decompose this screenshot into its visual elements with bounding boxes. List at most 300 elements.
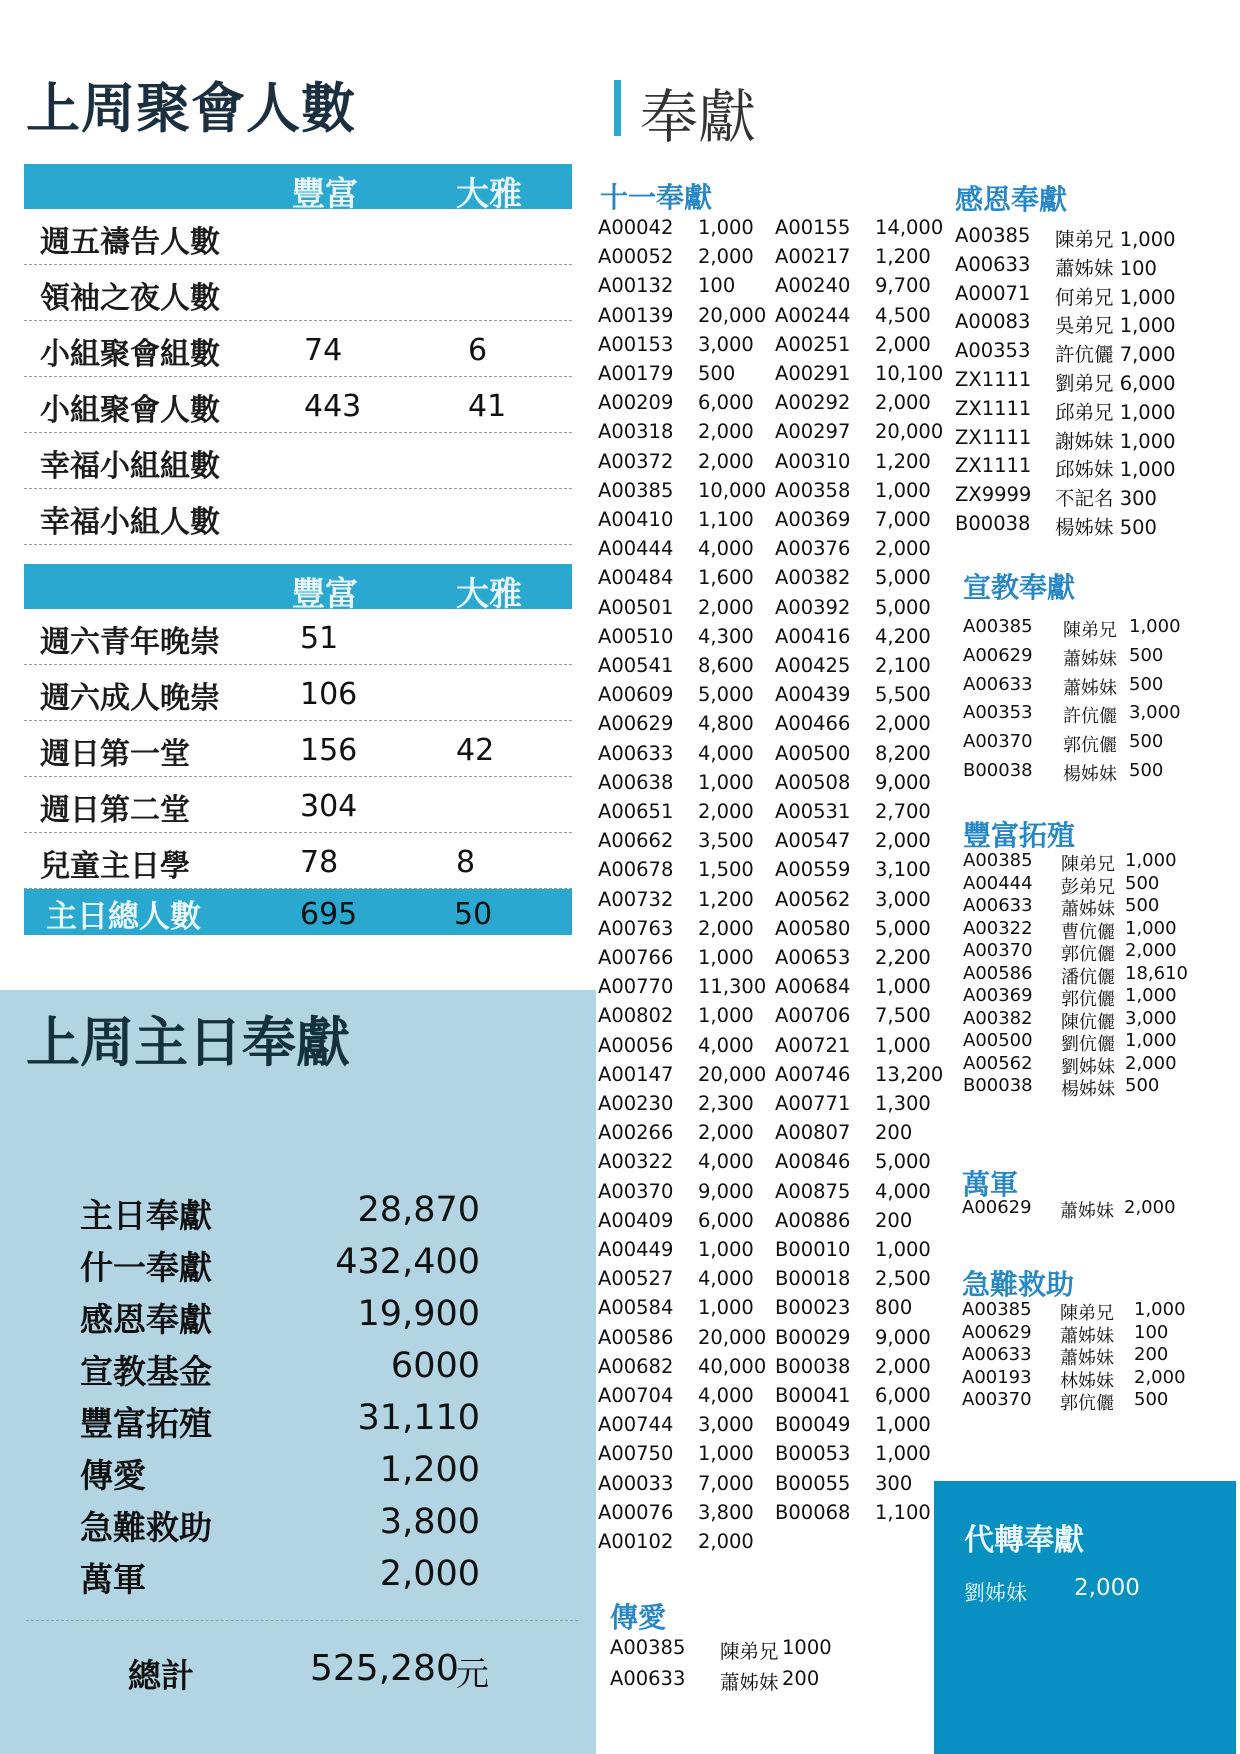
donor-id: A00750 xyxy=(598,1442,674,1466)
thanks-heading: 感恩奉獻 xyxy=(955,183,1068,216)
value-fengfu: 156 xyxy=(300,733,358,768)
donor-id: A00633 xyxy=(610,1667,686,1690)
donor-name: 林姊妹 xyxy=(1060,1370,1114,1392)
amount: 8,200 xyxy=(875,741,931,765)
amount: 20,000 xyxy=(698,1325,767,1349)
donor-name: 楊姊妹 xyxy=(1061,1079,1115,1100)
donor-id: A00653 xyxy=(775,946,851,969)
offering-amount: 28,870 xyxy=(357,1190,480,1230)
donor-id: A00500 xyxy=(963,1030,1033,1051)
offering-summary-row xyxy=(80,1294,480,1344)
donor-id: ZX1111 xyxy=(955,368,1032,391)
amount: 2,000 xyxy=(698,449,754,473)
amount: 4,500 xyxy=(875,303,931,327)
donor-id: A00372 xyxy=(598,449,674,473)
amount: 何弟兄 1,000 xyxy=(1055,285,1176,309)
donor-id: A00322 xyxy=(598,1150,674,1174)
donor-id: A00763 xyxy=(598,916,674,940)
amount: 3,800 xyxy=(698,1500,754,1524)
amount: 13,200 xyxy=(875,1062,944,1086)
row-label: 小組聚會組數 xyxy=(40,337,220,372)
donor-id: A00033 xyxy=(598,1471,674,1495)
donor-id: ZX9999 xyxy=(955,483,1032,507)
amount: 2,000 xyxy=(698,800,754,823)
value-daya: 42 xyxy=(456,733,495,768)
donor-id: A00147 xyxy=(598,1062,674,1086)
donor-id: A00370 xyxy=(963,940,1033,961)
total-fengfu: 695 xyxy=(300,897,358,932)
amount: 5,000 xyxy=(875,566,931,590)
donor-id: A00633 xyxy=(963,895,1033,916)
donor-id: A00562 xyxy=(775,887,851,911)
amount: 200 xyxy=(875,1121,913,1145)
row-label: 週日第一堂 xyxy=(40,737,190,772)
amount: 3,100 xyxy=(875,858,931,882)
donor-name: 郭伉儷 xyxy=(1063,735,1117,757)
donor-id: A00766 xyxy=(598,946,674,969)
donor-id: A00586 xyxy=(963,962,1033,984)
amount: 1,000 xyxy=(1125,985,1177,1006)
amount: 4,000 xyxy=(698,1267,754,1291)
donor-name: 陳弟兄 xyxy=(720,1640,779,1663)
amount: 5,000 xyxy=(875,916,931,940)
amount: 2,000 xyxy=(875,1354,931,1378)
donor-id: A00376 xyxy=(775,537,851,561)
grand-total-unit: 元 xyxy=(456,1654,489,1693)
attendance-header-2 xyxy=(24,564,572,613)
donor-id: A00629 xyxy=(962,1197,1032,1218)
amount: 1,500 xyxy=(698,858,754,882)
donor-id: A00083 xyxy=(955,310,1031,334)
donor-id: A00638 xyxy=(598,770,674,794)
amount: 1,000 xyxy=(1129,616,1181,637)
offering-amount: 31,110 xyxy=(357,1398,480,1438)
donor-id: A00802 xyxy=(598,1004,674,1028)
amount: 4,000 xyxy=(698,537,754,561)
amount: 500 xyxy=(1125,895,1160,916)
donor-id: A00353 xyxy=(963,702,1033,724)
value-fengfu: 78 xyxy=(300,845,339,880)
donor-id: A00584 xyxy=(598,1296,674,1320)
amount: 500 xyxy=(1129,673,1164,695)
amount: 1,000 xyxy=(875,1238,931,1261)
donor-id: A00385 xyxy=(962,1299,1032,1320)
donor-id: A00385 xyxy=(598,478,674,502)
donor-id: A00297 xyxy=(775,420,851,444)
value-fengfu: 51 xyxy=(300,621,339,656)
donor-id: B00049 xyxy=(775,1413,851,1437)
donor-name: 蕭姊妹 xyxy=(1063,677,1117,699)
donor-id: A00385 xyxy=(963,616,1033,637)
donor-id: B00038 xyxy=(775,1354,851,1378)
amount: 1,000 xyxy=(698,1442,754,1466)
donor-id: A00704 xyxy=(598,1384,674,1407)
donor-id: A00193 xyxy=(962,1366,1032,1388)
attendance-row xyxy=(24,721,572,777)
donor-id: A00531 xyxy=(775,800,851,823)
donor-id: B00041 xyxy=(775,1384,851,1407)
offering-amount: 2,000 xyxy=(379,1554,480,1594)
donor-id: A00439 xyxy=(775,683,851,707)
amount: 500 xyxy=(1134,1389,1169,1410)
amount: 10,000 xyxy=(698,478,767,502)
amount: 9,700 xyxy=(875,274,931,298)
donor-id: A00052 xyxy=(598,245,674,269)
value-fengfu: 106 xyxy=(300,677,358,712)
attendance-row xyxy=(24,265,572,321)
amount: 1,200 xyxy=(875,449,931,473)
amount: 1,000 xyxy=(698,1238,754,1261)
donor-id: A00744 xyxy=(598,1413,674,1437)
offering-summary-row xyxy=(80,1502,480,1552)
donor-name: 蕭姊妹 xyxy=(720,1671,779,1694)
amount: 9,000 xyxy=(875,770,931,794)
donor-name: 陳弟兄 xyxy=(1060,1303,1114,1324)
offering-amount: 1,200 xyxy=(379,1450,480,1490)
donor-name: 郭伉儷 xyxy=(1061,989,1115,1010)
amount: 500 xyxy=(1129,760,1164,781)
amount: 2,000 xyxy=(698,595,754,619)
donor-name: 郭伉儷 xyxy=(1061,944,1115,965)
value-daya: 41 xyxy=(468,389,507,424)
donor-name: 郭伉儷 xyxy=(1060,1393,1114,1414)
amount: 1,000 xyxy=(875,1413,931,1437)
donor-name: 許伉儷 xyxy=(1063,706,1117,728)
amount: 1,200 xyxy=(698,887,754,911)
donor-name: 陳弟兄 xyxy=(1063,620,1117,641)
donor-name: 楊姊妹 xyxy=(1063,764,1117,785)
donor-id: B00010 xyxy=(775,1238,851,1261)
amount: 5,000 xyxy=(698,683,754,707)
donor-id: A00732 xyxy=(598,887,674,911)
attendance-row xyxy=(24,665,572,721)
amount: 1,000 xyxy=(1134,1299,1186,1320)
offering-amount: 6000 xyxy=(390,1346,480,1386)
donor-id: A00244 xyxy=(775,303,851,327)
amount: 500 xyxy=(1125,1075,1160,1096)
donor-id: A00484 xyxy=(598,566,674,590)
donor-id: A00771 xyxy=(775,1092,851,1115)
amount: 100 xyxy=(698,274,736,298)
attendance-row xyxy=(24,777,572,833)
amount: 7,000 xyxy=(875,508,931,531)
amount: 4,000 xyxy=(875,1179,931,1203)
donor-id: A00410 xyxy=(598,508,674,531)
value-fengfu: 304 xyxy=(300,789,358,824)
expansion-heading: 豐富拓殖 xyxy=(963,819,1076,852)
amount: 9,000 xyxy=(875,1325,931,1349)
amount: 1,000 xyxy=(698,1296,754,1320)
donor-id: A00651 xyxy=(598,800,674,823)
amount: 18,610 xyxy=(1125,962,1188,984)
offering-amount: 432,400 xyxy=(335,1242,480,1282)
amount: 2,000 xyxy=(698,916,754,940)
amount: 6,000 xyxy=(698,391,754,415)
attendance-table-2 xyxy=(24,564,572,935)
donor-id: A00580 xyxy=(775,916,851,940)
donor-id: A00042 xyxy=(598,216,674,239)
amount: 吳弟兄 1,000 xyxy=(1055,314,1176,338)
amount: 9,000 xyxy=(698,1179,754,1203)
donor-id: A00678 xyxy=(598,858,674,882)
donor-id: A00684 xyxy=(775,975,851,999)
donor-id: B00038 xyxy=(963,760,1033,781)
offering-category: 感恩奉獻 xyxy=(80,1300,212,1339)
offering-summary-row xyxy=(80,1450,480,1500)
amount: 3,000 xyxy=(698,332,754,356)
donor-id: A00369 xyxy=(963,985,1033,1006)
donor-id: B00029 xyxy=(775,1325,851,1349)
amount: 11,300 xyxy=(698,975,767,999)
donor-id: A00629 xyxy=(962,1321,1032,1343)
hosts-heading: 萬軍 xyxy=(962,1168,1019,1201)
amount: 3,000 xyxy=(1129,702,1181,724)
amount: 1,000 xyxy=(1125,917,1177,939)
transfer-name: 劉姊妹 xyxy=(964,1581,1027,1605)
attendance-row xyxy=(24,209,572,265)
value-daya: 6 xyxy=(468,333,488,368)
amount: 1,000 xyxy=(875,478,931,502)
donor-id: B00053 xyxy=(775,1442,851,1466)
donor-id: A00056 xyxy=(598,1033,674,1057)
divider xyxy=(26,1620,578,1621)
amount: 500 xyxy=(698,362,736,385)
attendance-table-1 xyxy=(24,164,572,545)
amount: 6,000 xyxy=(698,1208,754,1232)
value-fengfu: 74 xyxy=(304,333,343,368)
amount: 1,000 xyxy=(1125,850,1177,871)
amount: 2,500 xyxy=(875,1267,931,1291)
donor-id: A00633 xyxy=(955,252,1031,276)
amount: 楊姊妹 500 xyxy=(1055,516,1157,539)
amount: 1,200 xyxy=(875,245,931,269)
donor-id: A00217 xyxy=(775,245,851,269)
amount: 200 xyxy=(1134,1344,1169,1365)
offering-category: 主日奉獻 xyxy=(80,1196,212,1235)
amount: 邱弟兄 1,000 xyxy=(1055,400,1176,424)
amount: 2,000 xyxy=(698,1121,754,1145)
donor-id: A00292 xyxy=(775,391,851,415)
value-fengfu: 443 xyxy=(304,389,362,424)
donor-id: A00382 xyxy=(775,566,851,590)
amount: 40,000 xyxy=(698,1354,767,1378)
amount: 7,500 xyxy=(875,1004,931,1028)
donor-id: A00076 xyxy=(598,1500,674,1524)
attendance-header-1 xyxy=(24,164,572,213)
amount: 7,000 xyxy=(698,1471,754,1495)
attendance-title: 上周聚會人數 xyxy=(26,77,356,140)
offering-category: 什一奉獻 xyxy=(80,1248,212,1287)
offering-summary-row xyxy=(80,1554,480,1604)
donor-id: A00501 xyxy=(598,595,674,619)
amount: 1,600 xyxy=(698,566,754,590)
amount: 1,000 xyxy=(1125,1030,1177,1051)
donor-id: A00706 xyxy=(775,1004,851,1028)
amount: 1,000 xyxy=(875,1442,931,1466)
donor-id: A00633 xyxy=(962,1344,1032,1365)
offering-summary-row xyxy=(80,1346,480,1396)
relief-heading: 急難救助 xyxy=(962,1268,1075,1301)
amount: 2,200 xyxy=(875,946,931,969)
row-label: 週五禱告人數 xyxy=(40,225,220,260)
amount: 500 xyxy=(1125,872,1160,894)
donor-id: A00807 xyxy=(775,1121,851,1145)
donor-id: A00416 xyxy=(775,624,851,648)
grand-total-label: 總計 xyxy=(128,1656,194,1695)
amount: 3,000 xyxy=(698,1413,754,1437)
donor-id: A00353 xyxy=(955,339,1031,363)
amount: 2,000 xyxy=(1125,1052,1177,1074)
offering-summary-row xyxy=(80,1242,480,1292)
amount: 800 xyxy=(875,1296,913,1320)
amount: 劉弟兄 6,000 xyxy=(1055,372,1176,395)
transfer-heading: 代轉奉獻 xyxy=(964,1523,1084,1558)
offering-category: 萬軍 xyxy=(80,1560,146,1599)
donor-id: A00527 xyxy=(598,1267,674,1291)
donor-id: A00385 xyxy=(963,850,1033,871)
donor-id: A00266 xyxy=(598,1121,674,1145)
amount: 4,000 xyxy=(698,1150,754,1174)
donor-id: A00132 xyxy=(598,274,674,298)
amount: 1,100 xyxy=(698,508,754,531)
donor-id: A00370 xyxy=(598,1179,674,1203)
row-label: 週六青年晚崇 xyxy=(40,625,220,660)
amount: 20,000 xyxy=(875,420,944,444)
amount: 2,000 xyxy=(875,537,931,561)
amount: 許伉儷 7,000 xyxy=(1055,343,1176,367)
amount: 2,100 xyxy=(875,654,931,677)
offering-category: 急難救助 xyxy=(80,1508,212,1547)
col-header-fengfu: 豐富 xyxy=(292,574,358,613)
donor-id: A00846 xyxy=(775,1150,851,1174)
amount: 300 xyxy=(875,1471,913,1495)
amount: 2,000 xyxy=(875,829,931,853)
donor-name: 潘伉儷 xyxy=(1061,966,1115,988)
amount: 4,200 xyxy=(875,624,931,648)
mission-heading: 宣教奉獻 xyxy=(963,571,1076,604)
amount: 不記名 300 xyxy=(1055,487,1157,511)
col-header-daya: 大雅 xyxy=(456,174,522,213)
amount: 2,000 xyxy=(698,420,754,444)
donor-id: A00310 xyxy=(775,449,851,473)
amount: 2,000 xyxy=(1124,1197,1176,1218)
donor-id: A00369 xyxy=(775,508,851,531)
col-header-daya: 大雅 xyxy=(456,574,522,613)
donor-id: A00425 xyxy=(775,654,851,677)
donor-name: 曹伉儷 xyxy=(1061,921,1115,943)
donor-id: A00370 xyxy=(963,731,1033,753)
amount: 8,600 xyxy=(698,654,754,677)
donor-id: A00541 xyxy=(598,654,674,677)
sunday-offering-title: 上周主日奉獻 xyxy=(26,1011,350,1074)
donor-id: B00018 xyxy=(775,1267,851,1291)
donor-name: 陳伉儷 xyxy=(1061,1011,1115,1033)
donor-name: 劉伉儷 xyxy=(1061,1034,1115,1055)
donor-id: B00055 xyxy=(775,1471,851,1495)
donor-id: A00318 xyxy=(598,420,674,444)
donor-id: ZX1111 xyxy=(955,454,1032,478)
donor-id: A00633 xyxy=(963,673,1033,695)
offering-title: 奉獻 xyxy=(640,83,757,151)
donor-id: A00179 xyxy=(598,362,674,385)
donor-id: A00721 xyxy=(775,1033,851,1057)
row-label: 幸福小組人數 xyxy=(40,505,220,540)
amount: 5,000 xyxy=(875,595,931,619)
donor-id: A00466 xyxy=(775,712,851,736)
amount: 6,000 xyxy=(875,1384,931,1407)
amount: 4,000 xyxy=(698,741,754,765)
grand-total-amount: 525,280 xyxy=(310,1648,459,1689)
amount: 10,100 xyxy=(875,362,944,385)
donor-id: A00444 xyxy=(598,537,674,561)
donor-id: A00322 xyxy=(963,917,1033,939)
donor-id: A00510 xyxy=(598,624,674,648)
donor-id: A00370 xyxy=(962,1389,1032,1410)
amount: 蕭姊妹 100 xyxy=(1055,256,1157,280)
amount: 2,700 xyxy=(875,800,931,823)
donor-id: A00449 xyxy=(598,1238,674,1261)
donor-name: 彭弟兄 xyxy=(1061,876,1115,898)
amount: 1,300 xyxy=(875,1092,931,1115)
donor-id: A00629 xyxy=(963,644,1033,666)
amount: 2,000 xyxy=(1134,1366,1186,1388)
title-accent-bar xyxy=(614,80,621,136)
donor-id: A00139 xyxy=(598,303,674,327)
amount: 20,000 xyxy=(698,1062,767,1086)
total-label: 主日總人數 xyxy=(46,899,201,935)
amount: 1,100 xyxy=(875,1500,931,1524)
donor-id: A00662 xyxy=(598,829,674,853)
amount: 1,000 xyxy=(875,1033,931,1057)
amount: 3,000 xyxy=(1125,1007,1177,1029)
donor-id: A00382 xyxy=(963,1007,1033,1029)
offering-summary-row xyxy=(80,1398,480,1448)
donor-name: 蕭姊妹 xyxy=(1060,1201,1114,1222)
donor-id: A00444 xyxy=(963,872,1033,894)
donor-id: A00586 xyxy=(598,1325,674,1349)
donor-id: A00508 xyxy=(775,770,851,794)
donor-name: 劉姊妹 xyxy=(1061,1056,1115,1078)
amount: 500 xyxy=(1129,731,1164,753)
amount: 2,000 xyxy=(1125,940,1177,961)
donor-name: 陳弟兄 xyxy=(1061,854,1115,875)
amount: 5,500 xyxy=(875,683,931,707)
donor-id: A00409 xyxy=(598,1208,674,1232)
attendance-row xyxy=(24,321,572,377)
attendance-row xyxy=(24,489,572,545)
row-label: 週六成人晚崇 xyxy=(40,681,220,716)
donor-name: 蕭姊妹 xyxy=(1061,899,1115,920)
row-label: 領袖之夜人數 xyxy=(40,281,220,316)
value-daya: 8 xyxy=(456,845,476,880)
amount: 100 xyxy=(1134,1321,1169,1343)
attendance-total-row xyxy=(24,889,572,935)
amount: 1,000 xyxy=(875,975,931,999)
donor-id: A00629 xyxy=(598,712,674,736)
row-label: 週日第二堂 xyxy=(40,793,190,828)
amount: 14,000 xyxy=(875,216,944,239)
donor-id: A00609 xyxy=(598,683,674,707)
love-heading: 傳愛 xyxy=(610,1601,667,1634)
attendance-row xyxy=(24,433,572,489)
amount: 1,000 xyxy=(698,1004,754,1028)
donor-id: A00358 xyxy=(775,478,851,502)
donor-id: B00023 xyxy=(775,1296,851,1320)
donor-name: 蕭姊妹 xyxy=(1060,1325,1114,1347)
donor-name: 蕭姊妹 xyxy=(1063,648,1117,670)
amount: 200 xyxy=(875,1208,913,1232)
amount: 4,000 xyxy=(698,1384,754,1407)
